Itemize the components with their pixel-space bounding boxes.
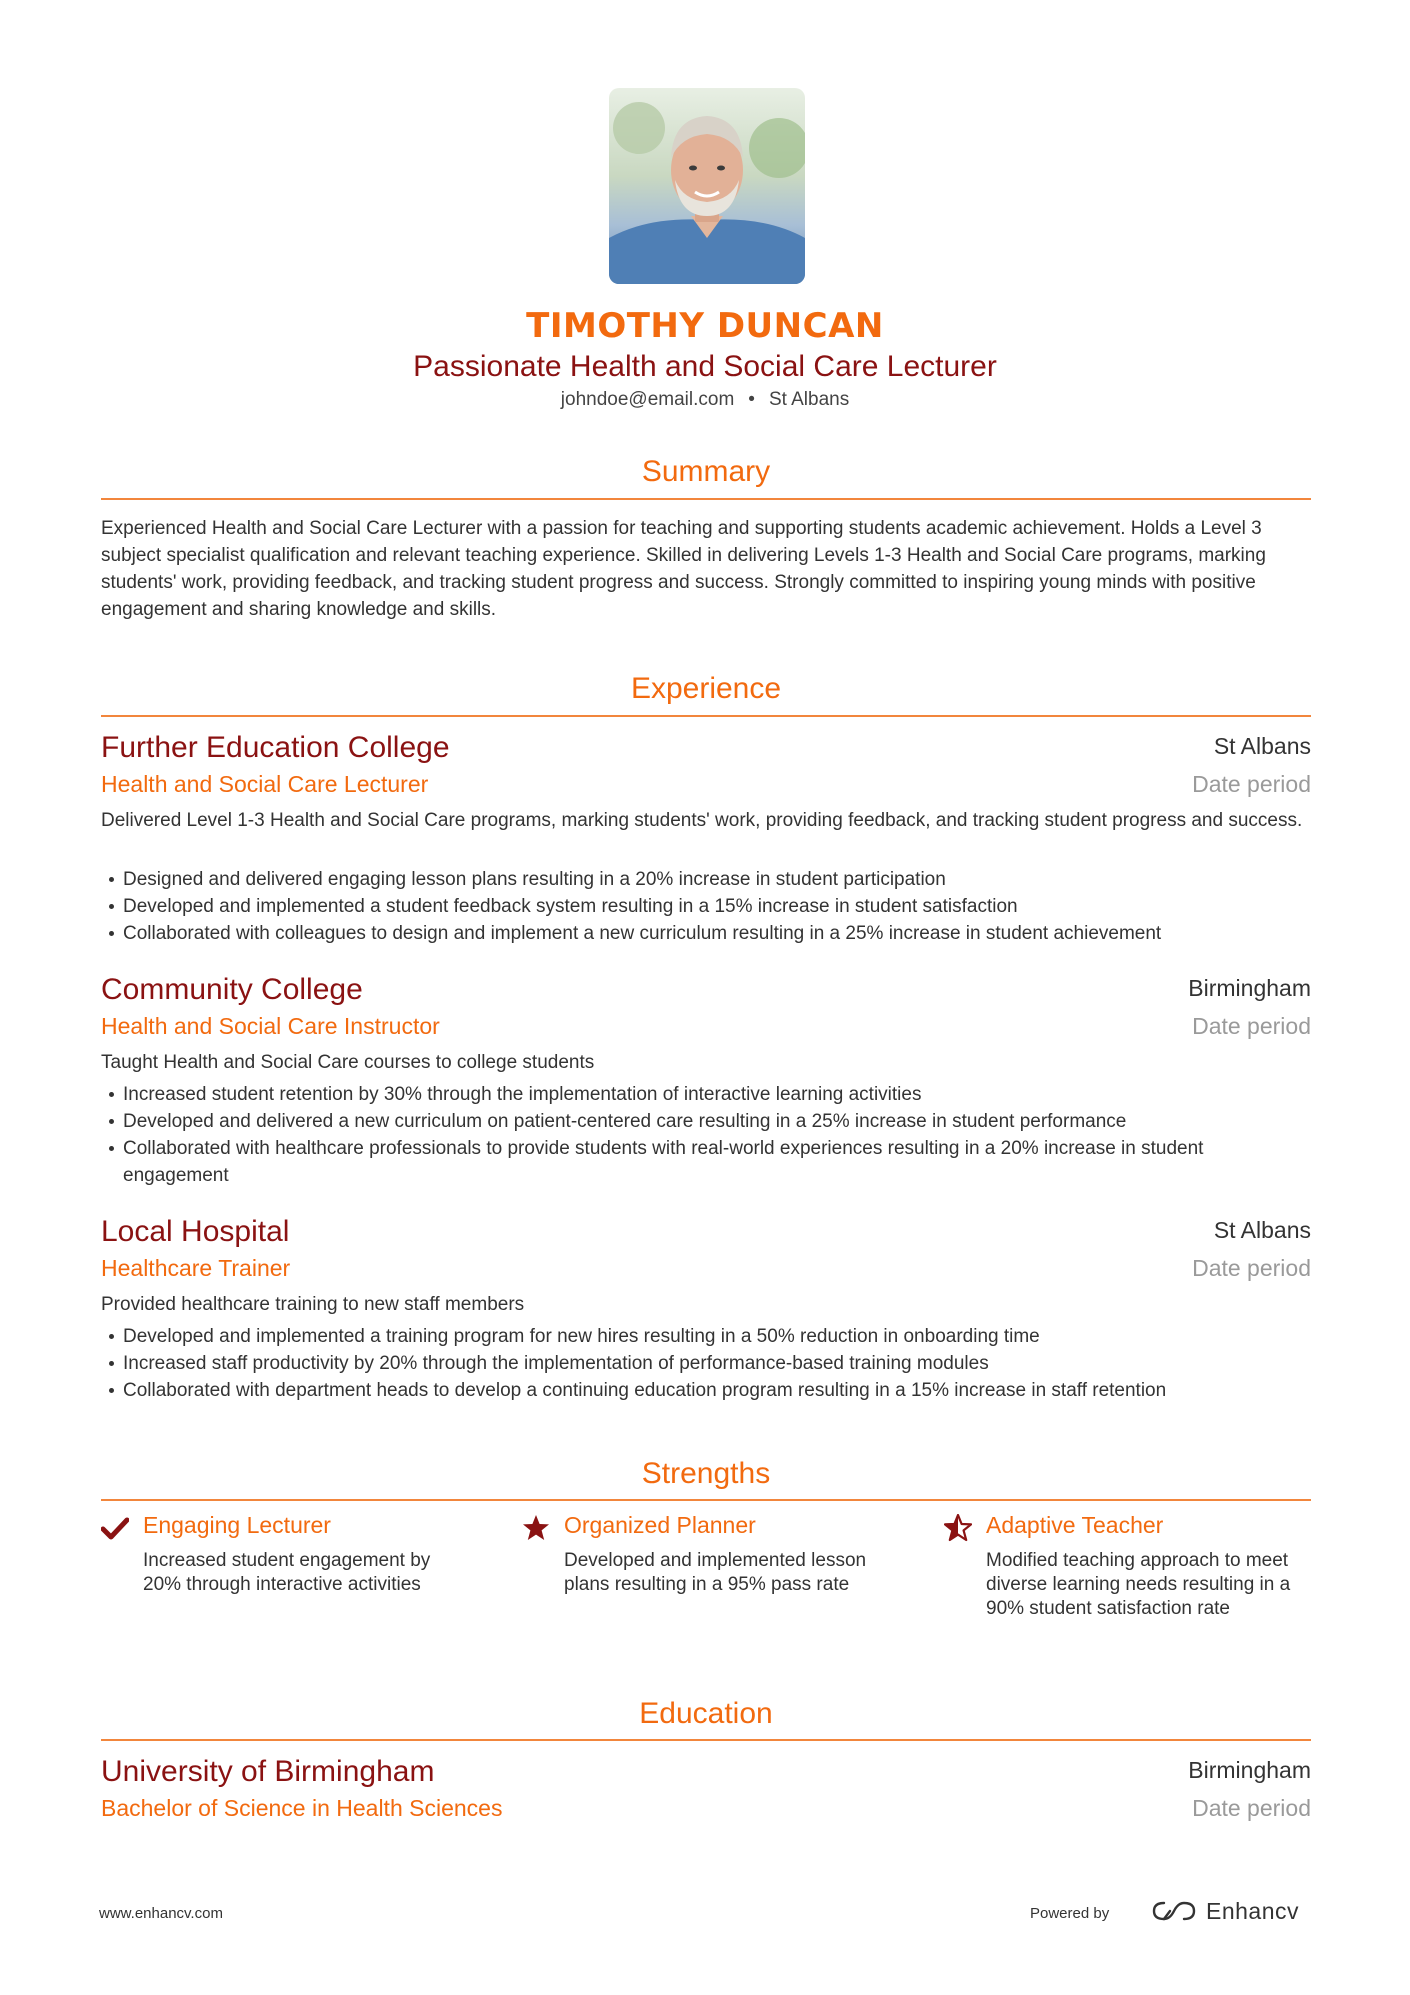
strength-description: Increased student engagement by 20% through interactive activities [143, 1550, 431, 1595]
education-heading: Education [639, 1697, 773, 1730]
company-name: Further Education College [101, 731, 450, 764]
job-bullet: Increased student retention by 30% through the implementation of interactive learning activities [101, 1081, 1311, 1108]
job-location: St Albans [1213, 733, 1311, 759]
candidate-name: TIMOTHY DUNCAN [526, 306, 884, 346]
job-date: Date period [1192, 771, 1311, 797]
education-date: Date period [1192, 1795, 1311, 1821]
star-icon [522, 1514, 550, 1542]
education-divider [101, 1739, 1311, 1741]
job-description: Taught Health and Social Care courses to college students [101, 1052, 595, 1073]
contact-line [0, 389, 1410, 411]
job-bullet: Designed and delivered engaging lesson plans resulting in a 20% increase in student participation [101, 866, 1311, 893]
strength-description: Modified teaching approach to meet diverse learning needs resulting in a 90% student satisfaction rate [986, 1550, 1291, 1619]
email-link[interactable]: johndoe@email.com [560, 389, 735, 410]
job-bullet: Collaborated with department heads to develop a continuing education program resulting in a 15% increase in staff retention [101, 1377, 1311, 1404]
job-bullet: Collaborated with healthcare professionals to provide students with real-world experiences resulting in a 20% increase in student engagement [101, 1135, 1311, 1189]
job-bullet: Developed and delivered a new curriculum on patient-centered care resulting in a 25% increase in student performance [101, 1108, 1311, 1135]
summary-text: Experienced Health and Social Care Lecturer with a passion for teaching and supporting students academic achievement. Holds a Level 3 subject specialist qualification and relevant teaching experience. Skilled in delivering Levels 1-3 Health and Social Care programs, marking students' work, providing feedback, and tracking student progress and success. Strongly committed to inspiring young minds with positive engagement and sharing knowledge and skills. [101, 518, 1266, 620]
summary-heading: Summary [641, 455, 771, 488]
school-name: University of Birmingham [101, 1755, 435, 1788]
job-description: Delivered Level 1-3 Health and Social Care programs, marking students' work, providing feedback, and tracking student progress and success. [101, 810, 1303, 831]
company-name: Local Hospital [101, 1215, 290, 1248]
job-bullets [101, 1323, 1311, 1404]
enhancv-logo-icon [1150, 1899, 1198, 1923]
powered-by-label: Powered by [1030, 1905, 1110, 1922]
job-bullet: Collaborated with colleagues to design and implement a new curriculum resulting in a 25% increase in student achievement [101, 920, 1311, 947]
experience-heading: Experience [630, 672, 782, 705]
job-bullets [101, 1081, 1311, 1189]
candidate-headline: Passionate Health and Social Care Lecturer [413, 350, 997, 383]
job-location: St Albans [1213, 1217, 1311, 1243]
half-star-icon [944, 1514, 972, 1542]
footer-website-link[interactable]: www.enhancv.com [99, 1905, 223, 1922]
school-location: Birmingham [1188, 1757, 1311, 1783]
job-bullet: Increased staff productivity by 20% through the implementation of performance-based training modules [101, 1350, 1311, 1377]
job-date: Date period [1192, 1013, 1311, 1039]
enhancv-brand[interactable] [1150, 1894, 1299, 1928]
experience-divider [101, 715, 1311, 717]
checkmark-icon [101, 1514, 129, 1542]
job-date: Date period [1192, 1255, 1311, 1281]
job-role: Health and Social Care Instructor [101, 1013, 440, 1039]
strength-title: Engaging Lecturer [143, 1512, 331, 1538]
strength-title: Organized Planner [564, 1512, 756, 1538]
job-location: Birmingham [1188, 975, 1311, 1001]
job-role: Healthcare Trainer [101, 1255, 291, 1281]
degree-name: Bachelor of Science in Health Sciences [101, 1795, 503, 1821]
job-role: Health and Social Care Lecturer [101, 771, 429, 797]
strength-description: Developed and implemented lesson plans resulting in a 95% pass rate [564, 1550, 867, 1595]
job-bullet: Developed and implemented a training program for new hires resulting in a 50% reduction in onboarding time [101, 1323, 1311, 1350]
job-bullet: Developed and implemented a student feedback system resulting in a 15% increase in student satisfaction [101, 893, 1311, 920]
company-name: Community College [101, 973, 363, 1006]
profile-photo [609, 88, 805, 284]
strengths-heading: Strengths [641, 1457, 771, 1490]
job-description: Provided healthcare training to new staff members [101, 1294, 525, 1315]
location-text: St Albans [768, 389, 850, 410]
contact-separator: • [748, 389, 755, 410]
summary-divider [101, 498, 1311, 500]
strengths-divider [101, 1499, 1311, 1501]
enhancv-brand-name: Enhancv [1206, 1897, 1300, 1924]
strength-title: Adaptive Teacher [986, 1512, 1164, 1538]
job-bullets [101, 866, 1311, 947]
